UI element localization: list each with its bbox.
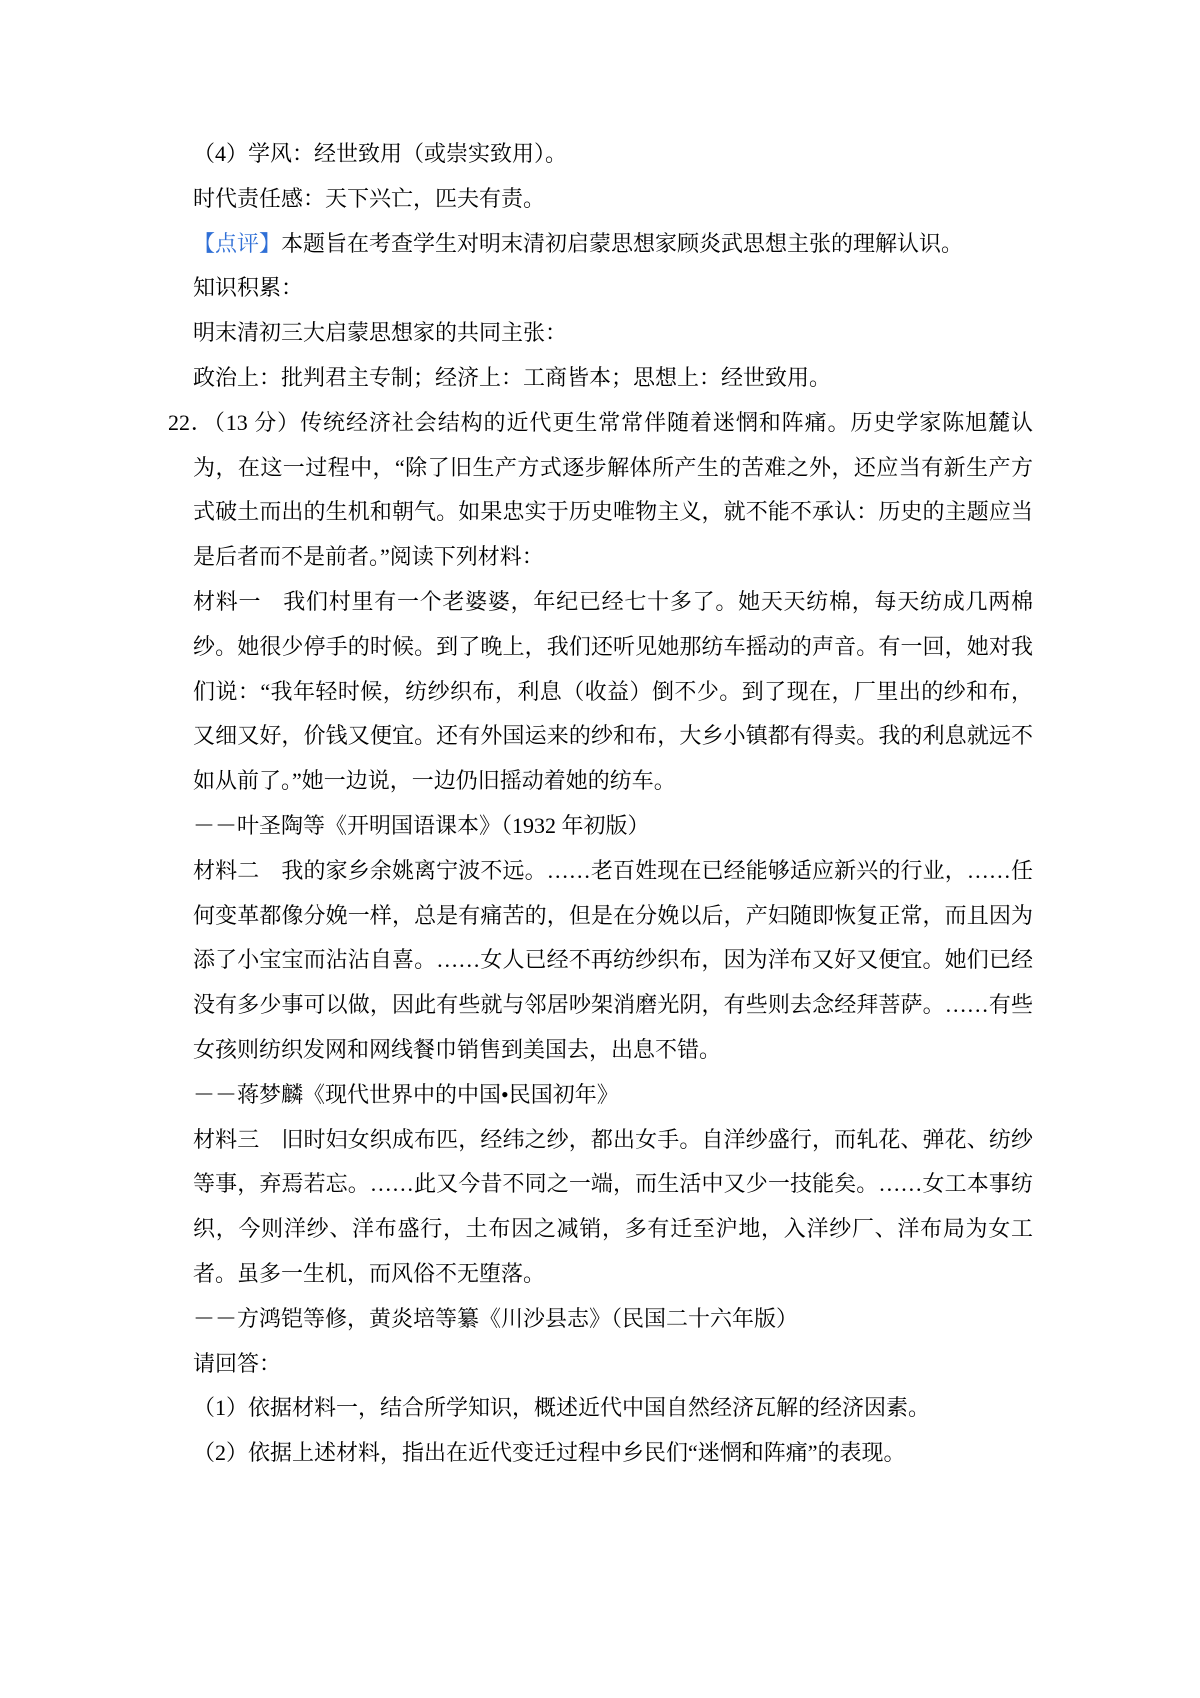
page-content: [168, 132, 1033, 1476]
answer-prompt: 请回答：: [193, 1350, 282, 1376]
material-text: 旧时妇女织成布匹，经纬之纱，都出女手。自洋纱盛行，而轧花、弹花、纺纱: [281, 1126, 1033, 1152]
material-3-line: 等事，弃焉若忘。……此又今昔不同之一端，而生活中又少一技能矣。……女工本事纺: [193, 1171, 1033, 1197]
material-text: 我的家乡余姚离宁波不远。……老百姓现在已经能够适应新兴的行业，……任: [281, 857, 1033, 883]
knowledge-line: 政治上：批判君主专制；经济上：工商皆本；思想上：经世致用。: [193, 364, 832, 390]
material-2-line: 添了小宝宝而沾沾自喜。……女人已经不再纺纱织布，因为洋布又好又便宜。她们已经: [193, 947, 1033, 973]
material-1-line: 又细又好，价钱又便宜。还有外国运来的纱和布，大乡小镇都有得卖。我的利息就远不: [193, 723, 1033, 749]
material-2-line: 没有多少事可以做，因此有些就与邻居吵架消磨光阴，有些则去念经拜菩萨。……有些: [193, 992, 1033, 1018]
comment-tag: 【点评】: [193, 230, 282, 256]
material-3-first-line: [193, 1118, 1033, 1163]
knowledge-heading: 知识积累：: [193, 275, 304, 301]
material-1-line: 纱。她很少停手的时候。到了晚上，我们还听见她那纺车摇动的声音。有一回，她对我: [193, 633, 1033, 659]
material-2-first-line: [193, 849, 1033, 894]
material-1-line: 们说：“我年轻时候，纺纱织布，利息（收益）倒不少。到了现在，厂里出的纱和布，: [193, 678, 1033, 704]
material-2-line: 女孩则纺织发网和网线餐巾销售到美国去，出息不错。: [193, 1036, 722, 1062]
material-2-source: －－蒋梦麟《现代世界中的中国•民国初年》: [193, 1081, 619, 1107]
knowledge-line: 明末清初三大启蒙思想家的共同主张：: [193, 320, 568, 346]
question-22-first-line: [168, 401, 1033, 446]
question-stem-line: 式破土而出的生机和朝气。如果忠实于历史唯物主义，就不能不承认：历史的主题应当: [193, 499, 1033, 525]
material-2-line: 何变革都像分娩一样，总是有痛苦的，但是在分娩以后，产妇随即恢复正常，而且因为: [193, 902, 1033, 928]
material-1-first-line: [193, 580, 1033, 625]
material-1-line: 如从前了。”她一边说，一边仍旧摇动着她的纺车。: [193, 768, 676, 794]
answer-responsibility: 时代责任感：天下兴亡，匹夫有责。: [193, 185, 546, 211]
material-label: 材料三: [193, 1126, 260, 1152]
sub-question-2: （2）依据上述材料，指出在近代变迁过程中乡民们“迷惘和阵痛”的表现。: [193, 1440, 906, 1466]
material-3-line: 者。虽多一生机，而风俗不无堕落。: [193, 1260, 546, 1286]
question-number: 22．: [168, 409, 214, 435]
answer-item-4: （4）学风：经世致用（或崇实致用）。: [193, 141, 568, 166]
question-stem-text: （13 分）传统经济社会结构的近代更生常常伴随着迷惘和阵痛。历史学家陈旭麓认: [213, 409, 1033, 435]
question-stem-line: 是后者而不是前者。”阅读下列材料：: [193, 544, 544, 570]
material-text: 我们村里有一个老婆婆，年纪已经七十多了。她天天纺棉，每天纺成几两棉: [283, 588, 1033, 614]
sub-question-1: （1）依据材料一，结合所学知识，概述近代中国自然经济瓦解的经济因素。: [193, 1395, 931, 1421]
comment-line: [193, 222, 1033, 267]
material-3-source: －－方鸿铠等修，黄炎培等纂《川沙县志》（民国二十六年版）: [193, 1305, 799, 1331]
material-3-line: 织，今则洋纱、洋布盛行，土布因之减销，多有迁至沪地，入洋纱厂、洋布局为女工: [193, 1216, 1033, 1242]
material-label: 材料一: [193, 588, 262, 614]
question-stem-line: 为，在这一过程中，“除了旧生产方式逐步解体所产生的苦难之外，还应当有新生产方: [193, 454, 1033, 480]
material-label: 材料二: [193, 857, 260, 883]
comment-text: 本题旨在考查学生对明末清初启蒙思想家顾炎武思想主张的理解认识。: [281, 230, 964, 256]
material-1-source: －－叶圣陶等《开明国语课本》（1932 年初版）: [193, 812, 650, 838]
